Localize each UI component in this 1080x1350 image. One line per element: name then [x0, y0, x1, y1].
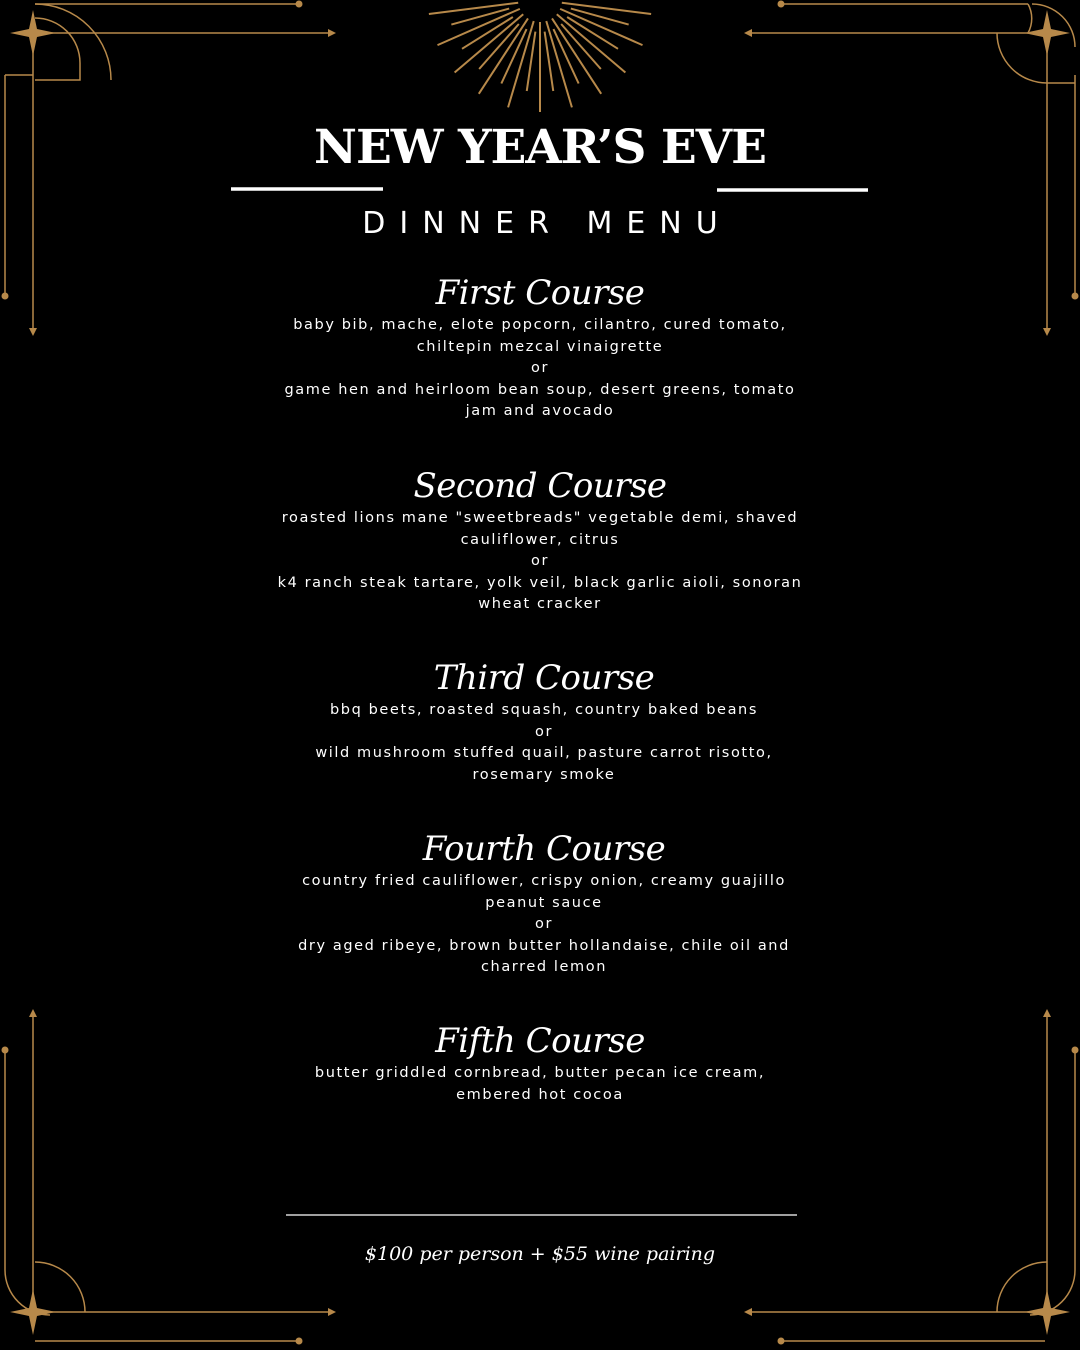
course-line: or — [530, 553, 550, 569]
course-title: Third Course — [433, 658, 655, 698]
course-second — [240, 464, 840, 616]
course-title: Fourth Course — [422, 829, 666, 869]
course-line: wild mushroom stuffed quail, pasture carrot risotto, — [315, 745, 773, 761]
course-line: or — [534, 723, 554, 740]
course-line: wheat cracker — [478, 596, 602, 612]
course-line: jam and avocado — [465, 403, 615, 419]
star-icon — [10, 1289, 56, 1335]
course-line: chiltepin mezcal vinaigrette — [416, 338, 664, 355]
course-line: butter griddled cornbread, butter pecan ice cream, — [314, 1065, 766, 1081]
course-line: charred lemon — [480, 959, 608, 975]
price-note: $100 per person + $55 wine pairing — [364, 1243, 716, 1265]
course-line: or — [534, 916, 554, 932]
course-line: dry aged ribeye, brown butter hollandaise, chile oil and — [298, 937, 790, 954]
sunburst-ray — [562, 3, 651, 14]
sunburst-ray — [552, 18, 601, 93]
course-line: baby bib, mache, elote popcorn, cilantro, cured tomato, — [293, 317, 787, 333]
course-title: Second Course — [413, 466, 667, 506]
course-line: game hen and heirloom bean soup, desert greens, tomato — [284, 381, 796, 398]
course-fourth — [244, 827, 844, 979]
sunburst-ornament — [429, 3, 651, 112]
course-line: cauliflower, citrus — [460, 531, 620, 548]
course-title: First Course — [435, 273, 645, 313]
page-subtitle: DINNER MENU — [362, 206, 732, 241]
sunburst-ray — [479, 18, 528, 93]
course-first — [240, 271, 840, 423]
star-icon — [1024, 1289, 1070, 1335]
course-fifth — [240, 1019, 840, 1106]
star-icon — [10, 10, 56, 56]
sunburst-ray — [429, 3, 518, 14]
course-line: peanut sauce — [485, 894, 603, 911]
course-line: rosemary smoke — [472, 766, 616, 783]
course-line: country fried cauliflower, crispy onion, creamy guajillo — [302, 873, 786, 889]
course-line: embered hot cocoa — [456, 1086, 624, 1103]
course-line: or — [530, 360, 550, 376]
course-title: Fifth Course — [435, 1021, 645, 1061]
course-third — [244, 656, 844, 786]
course-line: bbq beets, roasted squash, country baked beans — [329, 702, 758, 718]
course-line: roasted lions mane "sweetbreads" vegetable demi, shaved — [281, 510, 799, 526]
course-line: k4 ranch steak tartare, yolk veil, black garlic aioli, sonoran — [277, 574, 803, 591]
page-title: NEW YEAR’S EVE — [314, 120, 766, 175]
